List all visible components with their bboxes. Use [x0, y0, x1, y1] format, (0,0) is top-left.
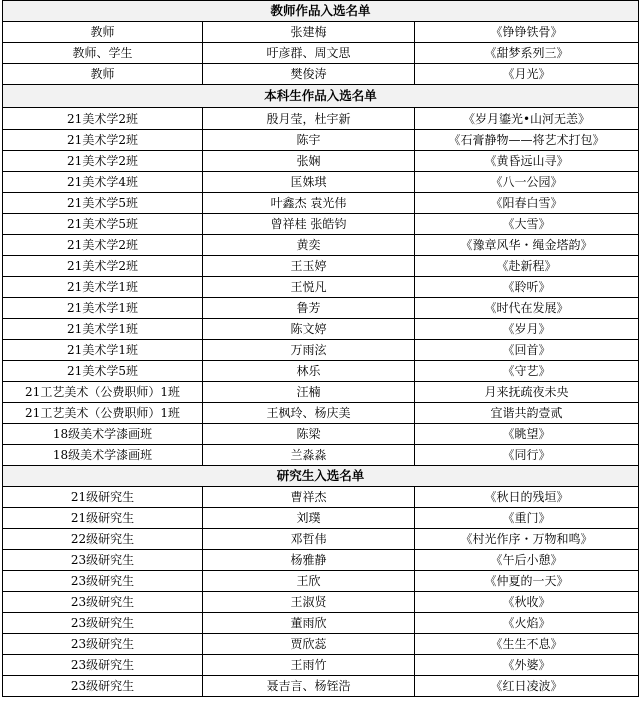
author-cell: 叶鑫杰 袁光伟 [203, 193, 415, 214]
selection-list-table [2, 0, 639, 697]
author-cell: 王淑贤 [203, 592, 415, 613]
author-cell: 刘璞 [203, 508, 415, 529]
work-title-cell: 《秋收》 [415, 592, 639, 613]
class-cell: 21工艺美术（公费职师）1班 [3, 382, 203, 403]
table-row [3, 151, 639, 172]
author-cell: 陈文婷 [203, 319, 415, 340]
work-title-cell: 《八一公园》 [415, 172, 639, 193]
class-cell: 21美术学2班 [3, 130, 203, 151]
table-row [3, 298, 639, 319]
class-cell: 21级研究生 [3, 487, 203, 508]
author-cell: 邓哲伟 [203, 529, 415, 550]
table-row [3, 214, 639, 235]
work-title-cell: 《回首》 [415, 340, 639, 361]
table-body [3, 1, 639, 697]
author-cell: 黄奕 [203, 235, 415, 256]
work-title-cell: 《岁月鎏光•山河无恙》 [415, 108, 639, 130]
work-title-cell: 《黄昏远山寻》 [415, 151, 639, 172]
class-cell: 23级研究生 [3, 634, 203, 655]
section-header-row [3, 466, 639, 487]
author-cell: 陈梁 [203, 424, 415, 445]
author-cell: 董雨欣 [203, 613, 415, 634]
section-title: 研究生入选名单 [3, 466, 639, 487]
class-cell: 21美术学4班 [3, 172, 203, 193]
class-cell: 21级研究生 [3, 508, 203, 529]
class-cell: 21美术学5班 [3, 193, 203, 214]
table-row [3, 592, 639, 613]
table-row [3, 193, 639, 214]
table-row [3, 487, 639, 508]
class-cell: 23级研究生 [3, 655, 203, 676]
table-row [3, 256, 639, 277]
work-title-cell: 《石膏静物——将艺术打包》 [415, 130, 639, 151]
work-title-cell: 《铮铮铁骨》 [415, 22, 639, 43]
table-row [3, 64, 639, 85]
table-row [3, 403, 639, 424]
class-cell: 21美术学2班 [3, 108, 203, 130]
work-title-cell: 《岁月》 [415, 319, 639, 340]
class-cell: 21美术学5班 [3, 361, 203, 382]
table-row [3, 235, 639, 256]
work-title-cell: 《赴新程》 [415, 256, 639, 277]
class-cell: 22级研究生 [3, 529, 203, 550]
author-cell: 曹祥杰 [203, 487, 415, 508]
table-row [3, 445, 639, 466]
table-row [3, 655, 639, 676]
work-title-cell: 月来抚疏夜未央 [415, 382, 639, 403]
author-cell: 陈宇 [203, 130, 415, 151]
class-cell: 教师 [3, 64, 203, 85]
class-cell: 23级研究生 [3, 676, 203, 697]
work-title-cell: 《秋日的残垣》 [415, 487, 639, 508]
author-cell: 樊俊涛 [203, 64, 415, 85]
class-cell: 18级美术学漆画班 [3, 424, 203, 445]
table-row [3, 22, 639, 43]
class-cell: 21美术学2班 [3, 235, 203, 256]
table-row [3, 529, 639, 550]
class-cell: 21美术学1班 [3, 340, 203, 361]
table-row [3, 361, 639, 382]
class-cell: 23级研究生 [3, 571, 203, 592]
table-row [3, 382, 639, 403]
table-row [3, 613, 639, 634]
author-cell: 汪楠 [203, 382, 415, 403]
table-row [3, 172, 639, 193]
work-title-cell: 《火焰》 [415, 613, 639, 634]
work-title-cell: 宜谐共韵壹贰 [415, 403, 639, 424]
author-cell: 殷月莹，杜宇新 [203, 108, 415, 130]
class-cell: 23级研究生 [3, 613, 203, 634]
work-title-cell: 《午后小憩》 [415, 550, 639, 571]
work-title-cell: 《重门》 [415, 508, 639, 529]
work-title-cell: 《甜梦系列三》 [415, 43, 639, 64]
work-title-cell: 《时代在发展》 [415, 298, 639, 319]
class-cell: 21美术学1班 [3, 319, 203, 340]
class-cell: 21美术学1班 [3, 277, 203, 298]
author-cell: 吁彦群、周文思 [203, 43, 415, 64]
table-row [3, 108, 639, 130]
work-title-cell: 《大雪》 [415, 214, 639, 235]
work-title-cell: 《生生不息》 [415, 634, 639, 655]
work-title-cell: 《豫章风华・绳金塔韵》 [415, 235, 639, 256]
author-cell: 兰淼淼 [203, 445, 415, 466]
class-cell: 18级美术学漆画班 [3, 445, 203, 466]
section-header-row [3, 1, 639, 22]
author-cell: 王雨竹 [203, 655, 415, 676]
section-header-row [3, 85, 639, 108]
work-title-cell: 《眺望》 [415, 424, 639, 445]
author-cell: 杨雅静 [203, 550, 415, 571]
author-cell: 王欣 [203, 571, 415, 592]
author-cell: 聂吉言、杨铚浩 [203, 676, 415, 697]
class-cell: 教师、学生 [3, 43, 203, 64]
work-title-cell: 《村光作序・万物和鸣》 [415, 529, 639, 550]
table-row [3, 319, 639, 340]
work-title-cell: 《阳春白雪》 [415, 193, 639, 214]
class-cell: 21工艺美术（公费职师）1班 [3, 403, 203, 424]
class-cell: 教师 [3, 22, 203, 43]
work-title-cell: 《红日凌波》 [415, 676, 639, 697]
table-row [3, 571, 639, 592]
table-row [3, 634, 639, 655]
author-cell: 匡姝琪 [203, 172, 415, 193]
work-title-cell: 《聆听》 [415, 277, 639, 298]
class-cell: 23级研究生 [3, 550, 203, 571]
author-cell: 鲁芳 [203, 298, 415, 319]
table-row [3, 550, 639, 571]
table-row [3, 130, 639, 151]
work-title-cell: 《仲夏的一天》 [415, 571, 639, 592]
table-row [3, 340, 639, 361]
table-row [3, 43, 639, 64]
author-cell: 林乐 [203, 361, 415, 382]
class-cell: 21美术学1班 [3, 298, 203, 319]
section-title: 本科生作品入选名单 [3, 85, 639, 108]
author-cell: 曾祥桂 张皓钧 [203, 214, 415, 235]
table-row [3, 277, 639, 298]
author-cell: 王悦凡 [203, 277, 415, 298]
author-cell: 张建梅 [203, 22, 415, 43]
author-cell: 张娴 [203, 151, 415, 172]
work-title-cell: 《外婆》 [415, 655, 639, 676]
table-row [3, 424, 639, 445]
section-title: 教师作品入选名单 [3, 1, 639, 22]
class-cell: 21美术学2班 [3, 151, 203, 172]
class-cell: 23级研究生 [3, 592, 203, 613]
author-cell: 王枫玲、杨庆美 [203, 403, 415, 424]
work-title-cell: 《同行》 [415, 445, 639, 466]
author-cell: 贾欣蕊 [203, 634, 415, 655]
work-title-cell: 《月光》 [415, 64, 639, 85]
work-title-cell: 《守艺》 [415, 361, 639, 382]
class-cell: 21美术学2班 [3, 256, 203, 277]
class-cell: 21美术学5班 [3, 214, 203, 235]
table-row [3, 676, 639, 697]
author-cell: 万雨泫 [203, 340, 415, 361]
author-cell: 王玉婷 [203, 256, 415, 277]
table-row [3, 508, 639, 529]
